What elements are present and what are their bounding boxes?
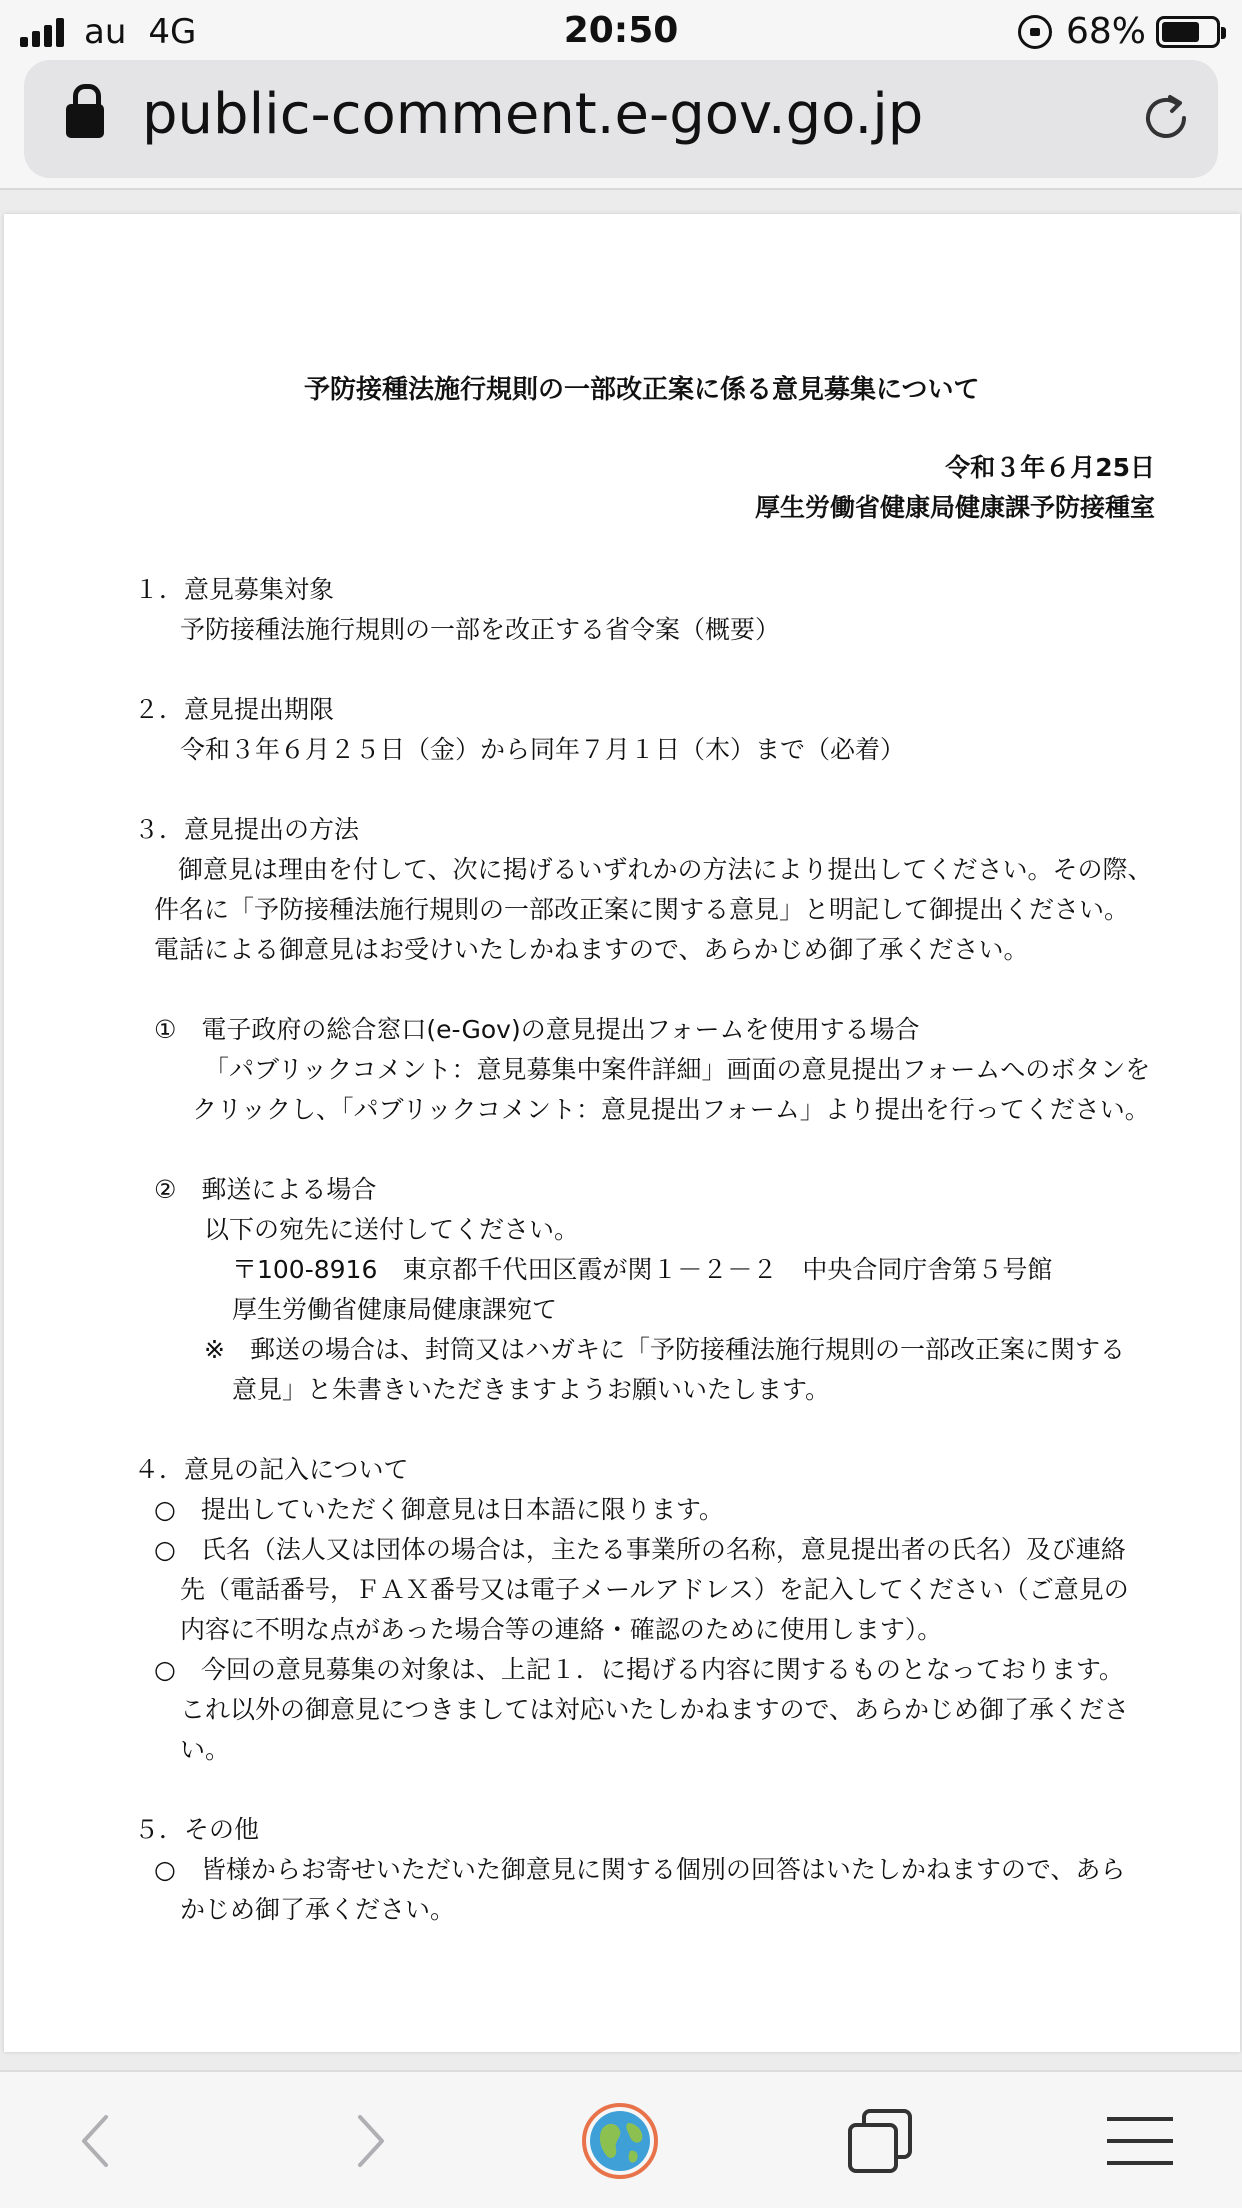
- browser-toolbar: [0, 2070, 1242, 2208]
- section-4-bullet: い。: [180, 1735, 231, 1764]
- section-4-bullet: ○ 提出していただく御意見は日本語に限ります。: [154, 1495, 724, 1524]
- status-bar: [0, 0, 1242, 60]
- reload-icon[interactable]: [1136, 88, 1196, 148]
- carrier-label: au: [84, 12, 127, 52]
- section-2-body: 令和３年６月２５日（金）から同年７月１日（木）まで（必着）: [180, 735, 906, 764]
- back-button[interactable]: [36, 2072, 156, 2208]
- lock-icon: [66, 104, 104, 138]
- status-right: [1018, 11, 1220, 52]
- method-2-address: 厚生労働省健康局健康課宛て: [232, 1295, 558, 1324]
- url-text[interactable]: public-comment.e-gov.go.jp: [142, 82, 924, 147]
- method-2-line: 以下の宛先に送付してください。: [204, 1215, 580, 1244]
- method-2-address: 〒100-8916 東京都千代田区霞が関１－２－２ 中央合同庁舎第５号館: [232, 1255, 1053, 1284]
- tabs-icon: [844, 2105, 916, 2177]
- section-5-bullet: かじめ御了承ください。: [180, 1895, 456, 1924]
- rotation-lock-icon: [1018, 15, 1052, 49]
- section-3-line: 御意見は理由を付して、次に掲げるいずれかの方法により提出してください。その際、: [178, 855, 1153, 884]
- section-4-bullet: ○ 今回の意見募集の対象は、上記１．に掲げる内容に関するものとなっております。: [154, 1655, 1124, 1684]
- method-2-note: ※ 郵送の場合は、封筒又はハガキに「予防接種法施行規則の一部改正案に関する: [204, 1335, 1125, 1364]
- method-2-heading: ② 郵送による場合: [154, 1175, 377, 1204]
- forward-button[interactable]: [310, 2072, 430, 2208]
- section-5-bullet: ○ 皆様からお寄せいただいた御意見に関する個別の回答はいたしかねますので、あら: [154, 1855, 1126, 1884]
- method-1-line: クリックし、「パブリックコメント：意見提出フォーム」より提出を行ってください。: [192, 1095, 1150, 1124]
- document-date: 令和３年６月25日: [945, 453, 1155, 482]
- document-issuer: 厚生労働省健康局健康課予防接種室: [754, 493, 1155, 522]
- section-3-line: 電話による御意見はお受けいたしかねますので、あらかじめ御了承ください。: [154, 935, 1029, 964]
- document-title: 予防接種法施行規則の一部改正案に係る意見募集について: [304, 375, 980, 405]
- menu-icon: [1105, 2115, 1175, 2167]
- section-4-heading: ４．意見の記入について: [134, 1455, 409, 1484]
- method-1-heading: ① 電子政府の総合窓口(e-Gov)の意見提出フォームを使用する場合: [154, 1015, 920, 1044]
- method-1-line: 「パブリックコメント：意見募集中案件詳細」画面の意見提出フォームへのボタンを: [204, 1055, 1151, 1084]
- globe-icon: [580, 2101, 660, 2181]
- section-4-bullet: これ以外の御意見につきましては対応いたしかねますので、あらかじめ御了承くださ: [180, 1695, 1130, 1724]
- section-4-bullet: 先（電話番号，ＦＡＸ番号又は電子メールアドレス）を記入してください（ご意見の: [180, 1575, 1129, 1604]
- section-2-heading: ２．意見提出期限: [134, 695, 335, 724]
- section-3-line: 件名に「予防接種法施行規則の一部改正案に関する意見」と明記して御提出ください。: [154, 895, 1130, 924]
- section-1-body: 予防接種法施行規則の一部を改正する省令案（概要）: [180, 615, 781, 644]
- section-3-heading: ３．意見提出の方法: [134, 815, 360, 844]
- browser-header: [0, 60, 1242, 190]
- document-content: [4, 214, 1240, 2052]
- section-4-bullet: ○ 氏名（法人又は団体の場合は，主たる事業所の名称，意見提出者の氏名）及び連絡: [154, 1535, 1126, 1564]
- document-page: [4, 214, 1240, 2052]
- menu-button[interactable]: [1080, 2072, 1200, 2208]
- chevron-left-icon: [76, 2111, 116, 2171]
- section-4-bullet: 内容に不明な点があった場合等の連絡・確認のために使用します）。: [180, 1615, 943, 1644]
- network-label: 4G: [148, 12, 197, 52]
- section-5-heading: ５．その他: [134, 1815, 260, 1844]
- tabs-button[interactable]: [820, 2072, 940, 2208]
- address-bar[interactable]: [24, 60, 1218, 178]
- battery-icon: [1156, 16, 1220, 48]
- method-2-note: 意見」と朱書きいただきますようお願いいたします。: [232, 1375, 831, 1404]
- section-1-heading: １．意見募集対象: [134, 575, 335, 604]
- chevron-right-icon: [350, 2111, 390, 2171]
- home-button[interactable]: [560, 2072, 680, 2208]
- status-time: 20:50: [563, 10, 679, 51]
- battery-percent: 68%: [1065, 11, 1146, 52]
